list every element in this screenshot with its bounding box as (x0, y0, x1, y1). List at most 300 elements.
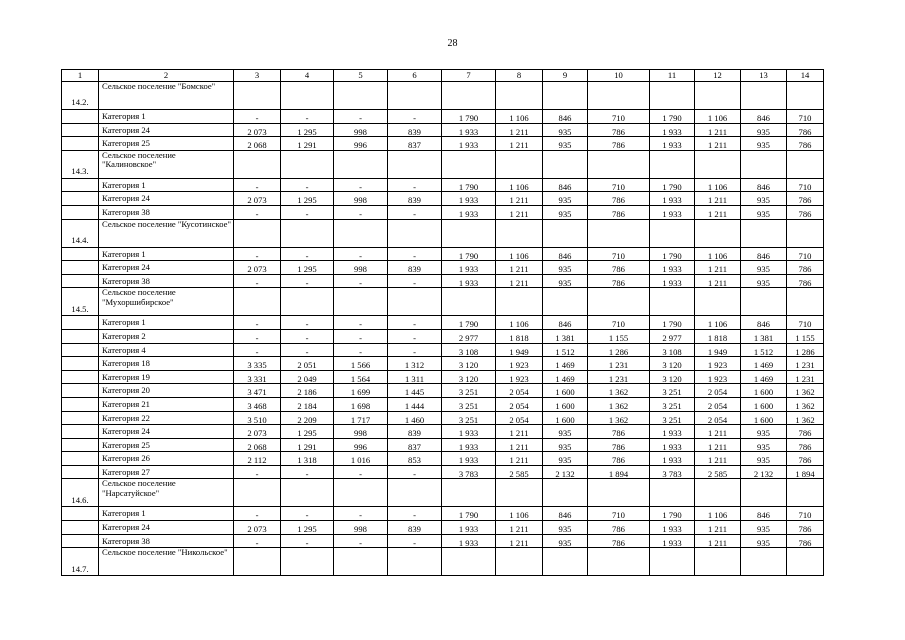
empty-cell (741, 219, 787, 247)
value-cell: 1 933 (442, 521, 496, 535)
category-label: Категория 24 (99, 123, 234, 137)
table-row (62, 465, 824, 479)
value-cell: 3 120 (442, 357, 496, 371)
value-cell: 3 108 (442, 343, 496, 357)
value-cell: 1 295 (281, 123, 334, 137)
value-cell: - (334, 247, 388, 261)
value-cell: 935 (543, 205, 588, 219)
value-cell: 1 211 (695, 274, 741, 288)
value-cell: 786 (588, 137, 650, 151)
value-cell: 1 933 (442, 123, 496, 137)
category-label: Категория 26 (99, 452, 234, 466)
value-cell: 1 790 (442, 110, 496, 124)
value-cell: 839 (388, 425, 442, 439)
value-cell: 1 106 (496, 316, 543, 330)
empty-cell (695, 479, 741, 507)
section-row (62, 82, 824, 110)
value-cell: 935 (543, 261, 588, 275)
value-cell: 1 211 (496, 274, 543, 288)
value-cell: 846 (741, 316, 787, 330)
value-cell: 786 (787, 425, 824, 439)
value-cell: 1 211 (496, 425, 543, 439)
value-cell: - (234, 205, 281, 219)
category-label: Категория 18 (99, 357, 234, 371)
empty-cell (62, 110, 99, 124)
value-cell: 1 211 (695, 123, 741, 137)
empty-cell (543, 82, 588, 110)
empty-cell (388, 82, 442, 110)
value-cell: 786 (787, 534, 824, 548)
category-label: Категория 25 (99, 438, 234, 452)
value-cell: 846 (543, 507, 588, 521)
value-cell: 846 (741, 507, 787, 521)
value-cell: 935 (543, 137, 588, 151)
value-cell: - (281, 110, 334, 124)
empty-cell (496, 82, 543, 110)
empty-cell (334, 548, 388, 576)
value-cell: 2 977 (442, 329, 496, 343)
value-cell: 786 (787, 438, 824, 452)
value-cell: 1 469 (741, 370, 787, 384)
value-cell: 1 211 (496, 137, 543, 151)
category-label: Категория 21 (99, 397, 234, 411)
value-cell: 1 949 (496, 343, 543, 357)
value-cell: 1 933 (650, 438, 695, 452)
column-number-cell: 7 (442, 70, 496, 82)
value-cell: - (281, 343, 334, 357)
column-number-cell: 4 (281, 70, 334, 82)
empty-cell (588, 219, 650, 247)
section-title: Сельское поселение "Нарсатуйское" (99, 479, 234, 507)
value-cell: 1 933 (442, 534, 496, 548)
empty-cell (281, 219, 334, 247)
empty-cell (741, 548, 787, 576)
section-title: Сельское поселение "Калиновское" (99, 150, 234, 178)
column-number-cell: 9 (543, 70, 588, 82)
value-cell: 935 (543, 521, 588, 535)
column-number-cell: 3 (234, 70, 281, 82)
value-cell: 1 445 (388, 384, 442, 398)
section-title: Сельское поселение "Никольское" (99, 548, 234, 576)
empty-cell (62, 534, 99, 548)
value-cell: 935 (543, 274, 588, 288)
value-cell: - (234, 507, 281, 521)
empty-cell (281, 150, 334, 178)
column-number-cell: 8 (496, 70, 543, 82)
value-cell: 1 155 (787, 329, 824, 343)
value-cell: 1 699 (334, 384, 388, 398)
value-cell: 1 106 (496, 178, 543, 192)
value-cell: - (234, 534, 281, 548)
category-label: Категория 25 (99, 137, 234, 151)
table-row (62, 261, 824, 275)
category-label: Категория 24 (99, 425, 234, 439)
empty-cell (543, 548, 588, 576)
empty-cell (588, 479, 650, 507)
value-cell: 1 923 (695, 370, 741, 384)
value-cell: 1 211 (496, 205, 543, 219)
empty-cell (741, 288, 787, 316)
category-label: Категория 1 (99, 507, 234, 521)
value-cell: 1 362 (787, 411, 824, 425)
value-cell: 1 362 (588, 411, 650, 425)
value-cell: 1 717 (334, 411, 388, 425)
value-cell: 786 (588, 274, 650, 288)
value-cell: 998 (334, 192, 388, 206)
value-cell: 1 211 (695, 192, 741, 206)
empty-cell (543, 219, 588, 247)
value-cell: 1 790 (442, 178, 496, 192)
value-cell: 1 790 (650, 247, 695, 261)
table-row (62, 178, 824, 192)
empty-cell (62, 521, 99, 535)
empty-cell (62, 274, 99, 288)
value-cell: - (388, 110, 442, 124)
value-cell: 1 933 (442, 137, 496, 151)
empty-cell (695, 548, 741, 576)
value-cell: 786 (787, 123, 824, 137)
value-cell: 935 (543, 438, 588, 452)
value-cell: - (234, 465, 281, 479)
value-cell: 710 (588, 507, 650, 521)
column-number-row (62, 70, 824, 82)
category-label: Категория 1 (99, 316, 234, 330)
empty-cell (787, 479, 824, 507)
value-cell: 1 381 (543, 329, 588, 343)
value-cell: 1 923 (496, 357, 543, 371)
value-cell: 1 933 (442, 438, 496, 452)
table-row (62, 452, 824, 466)
value-cell: - (281, 507, 334, 521)
value-cell: 1 295 (281, 261, 334, 275)
value-cell: 1 600 (543, 397, 588, 411)
table-row (62, 110, 824, 124)
value-cell: - (388, 343, 442, 357)
empty-cell (442, 82, 496, 110)
category-label: Категория 27 (99, 465, 234, 479)
value-cell: 1 460 (388, 411, 442, 425)
value-cell: 998 (334, 123, 388, 137)
value-cell: 710 (588, 316, 650, 330)
section-row (62, 548, 824, 576)
value-cell: - (281, 465, 334, 479)
value-cell: - (234, 343, 281, 357)
value-cell: 935 (741, 123, 787, 137)
table-row (62, 438, 824, 452)
value-cell: 3 783 (650, 465, 695, 479)
value-cell: 837 (388, 438, 442, 452)
table-row (62, 343, 824, 357)
value-cell: 1 311 (388, 370, 442, 384)
value-cell: 710 (588, 110, 650, 124)
value-cell: 998 (334, 261, 388, 275)
empty-cell (62, 137, 99, 151)
value-cell: 3 471 (234, 384, 281, 398)
table-row (62, 397, 824, 411)
value-cell: 2 054 (496, 397, 543, 411)
empty-cell (695, 219, 741, 247)
empty-cell (787, 150, 824, 178)
empty-cell (334, 150, 388, 178)
value-cell: 786 (588, 438, 650, 452)
value-cell: 1 818 (695, 329, 741, 343)
value-cell: - (388, 507, 442, 521)
value-cell: 710 (787, 178, 824, 192)
value-cell: 1 933 (650, 534, 695, 548)
empty-cell (334, 219, 388, 247)
value-cell: 1 469 (543, 370, 588, 384)
value-cell: 1 381 (741, 329, 787, 343)
empty-cell (334, 288, 388, 316)
category-label: Категория 38 (99, 534, 234, 548)
table-row (62, 329, 824, 343)
value-cell: 1 894 (588, 465, 650, 479)
value-cell: - (388, 178, 442, 192)
value-cell: - (334, 110, 388, 124)
table-row (62, 316, 824, 330)
empty-cell (388, 479, 442, 507)
value-cell: - (388, 534, 442, 548)
value-cell: - (388, 465, 442, 479)
value-cell: 1 211 (496, 452, 543, 466)
value-cell: 1 286 (787, 343, 824, 357)
value-cell: 2 049 (281, 370, 334, 384)
empty-cell (543, 479, 588, 507)
value-cell: - (281, 316, 334, 330)
value-cell: 2 186 (281, 384, 334, 398)
empty-cell (543, 288, 588, 316)
value-cell: 1 106 (496, 507, 543, 521)
value-cell: 1 211 (695, 137, 741, 151)
value-cell: - (334, 507, 388, 521)
value-cell: 998 (334, 425, 388, 439)
table-row (62, 507, 824, 521)
value-cell: 786 (787, 137, 824, 151)
section-title: Сельское поселение "Кусотинское" (99, 219, 234, 247)
empty-cell (62, 384, 99, 398)
value-cell: 710 (588, 247, 650, 261)
value-cell: 710 (787, 507, 824, 521)
table-row (62, 123, 824, 137)
value-cell: 1 933 (442, 274, 496, 288)
empty-cell (62, 261, 99, 275)
value-cell: 1 600 (741, 411, 787, 425)
value-cell: 2 209 (281, 411, 334, 425)
value-cell: - (234, 316, 281, 330)
section-number: 14.6. (62, 479, 99, 507)
value-cell: 1 211 (695, 534, 741, 548)
value-cell: 998 (334, 521, 388, 535)
value-cell: 786 (588, 534, 650, 548)
value-cell: 1 894 (787, 465, 824, 479)
empty-cell (62, 343, 99, 357)
empty-cell (695, 150, 741, 178)
empty-cell (234, 82, 281, 110)
empty-cell (62, 357, 99, 371)
empty-cell (281, 288, 334, 316)
empty-cell (496, 288, 543, 316)
value-cell: 935 (741, 261, 787, 275)
value-cell: 786 (588, 192, 650, 206)
value-cell: 786 (787, 521, 824, 535)
value-cell: 1 211 (695, 261, 741, 275)
empty-cell (62, 329, 99, 343)
value-cell: 1 933 (442, 452, 496, 466)
value-cell: 1 790 (650, 316, 695, 330)
value-cell: 839 (388, 521, 442, 535)
value-cell: 1 106 (496, 110, 543, 124)
value-cell: 1 512 (741, 343, 787, 357)
empty-cell (281, 479, 334, 507)
empty-cell (388, 288, 442, 316)
value-cell: 3 331 (234, 370, 281, 384)
value-cell: 1 211 (695, 521, 741, 535)
empty-cell (741, 82, 787, 110)
value-cell: 1 933 (650, 205, 695, 219)
table-body (62, 70, 824, 576)
value-cell: 1 933 (650, 137, 695, 151)
value-cell: 1 295 (281, 521, 334, 535)
value-cell: 1 362 (787, 384, 824, 398)
value-cell: 1 211 (496, 261, 543, 275)
value-cell: 786 (787, 205, 824, 219)
value-cell: 2 184 (281, 397, 334, 411)
empty-cell (442, 150, 496, 178)
section-row (62, 479, 824, 507)
section-row (62, 150, 824, 178)
value-cell: 846 (543, 178, 588, 192)
empty-cell (62, 465, 99, 479)
empty-cell (388, 150, 442, 178)
value-cell: 786 (588, 261, 650, 275)
value-cell: 1 211 (695, 452, 741, 466)
value-cell: - (334, 534, 388, 548)
value-cell: 846 (741, 247, 787, 261)
empty-cell (62, 178, 99, 192)
value-cell: 935 (741, 521, 787, 535)
value-cell: 1 211 (496, 521, 543, 535)
value-cell: 2 073 (234, 261, 281, 275)
empty-cell (234, 219, 281, 247)
value-cell: 2 132 (543, 465, 588, 479)
value-cell: - (388, 205, 442, 219)
value-cell: - (234, 247, 281, 261)
value-cell: 786 (787, 261, 824, 275)
value-cell: - (388, 329, 442, 343)
empty-cell (442, 479, 496, 507)
column-number-cell: 12 (695, 70, 741, 82)
value-cell: - (234, 274, 281, 288)
value-cell: 1 512 (543, 343, 588, 357)
column-number-cell: 10 (588, 70, 650, 82)
empty-cell (741, 479, 787, 507)
value-cell: 839 (388, 123, 442, 137)
empty-cell (62, 397, 99, 411)
value-cell: 3 120 (650, 357, 695, 371)
value-cell: 935 (741, 438, 787, 452)
value-cell: 1 564 (334, 370, 388, 384)
column-number-cell: 2 (99, 70, 234, 82)
value-cell: - (334, 316, 388, 330)
value-cell: 1 600 (741, 384, 787, 398)
value-cell: 1 933 (650, 123, 695, 137)
value-cell: 846 (543, 247, 588, 261)
value-cell: 3 251 (650, 411, 695, 425)
category-label: Категория 1 (99, 110, 234, 124)
value-cell: 935 (741, 425, 787, 439)
empty-cell (650, 219, 695, 247)
value-cell: - (334, 329, 388, 343)
value-cell: 1 790 (442, 507, 496, 521)
value-cell: 1 933 (442, 425, 496, 439)
column-number-cell: 6 (388, 70, 442, 82)
value-cell: - (234, 110, 281, 124)
value-cell: 710 (787, 110, 824, 124)
value-cell: 2 054 (695, 397, 741, 411)
value-cell: 1 286 (588, 343, 650, 357)
section-number: 14.4. (62, 219, 99, 247)
value-cell: 1 949 (695, 343, 741, 357)
value-cell: 1 231 (787, 357, 824, 371)
empty-cell (62, 411, 99, 425)
value-cell: 1 790 (650, 110, 695, 124)
value-cell: 1 211 (496, 192, 543, 206)
value-cell: 2 112 (234, 452, 281, 466)
section-number: 14.3. (62, 150, 99, 178)
value-cell: - (388, 274, 442, 288)
value-cell: 2 977 (650, 329, 695, 343)
value-cell: - (281, 247, 334, 261)
value-cell: 935 (543, 425, 588, 439)
value-cell: 2 068 (234, 137, 281, 151)
section-row (62, 288, 824, 316)
value-cell: 1 790 (442, 247, 496, 261)
value-cell: 3 251 (442, 397, 496, 411)
empty-cell (695, 288, 741, 316)
empty-cell (334, 479, 388, 507)
value-cell: 3 120 (650, 370, 695, 384)
value-cell: 2 585 (496, 465, 543, 479)
value-cell: 1 933 (442, 261, 496, 275)
tariff-table (61, 69, 824, 576)
value-cell: 2 054 (496, 384, 543, 398)
empty-cell (650, 150, 695, 178)
empty-cell (496, 479, 543, 507)
column-number-cell: 14 (787, 70, 824, 82)
table-row (62, 192, 824, 206)
value-cell: 1 106 (695, 110, 741, 124)
value-cell: 2 051 (281, 357, 334, 371)
table-row (62, 274, 824, 288)
empty-cell (588, 548, 650, 576)
value-cell: 1 318 (281, 452, 334, 466)
value-cell: 710 (787, 316, 824, 330)
empty-cell (388, 548, 442, 576)
value-cell: 1 211 (496, 438, 543, 452)
value-cell: 1 790 (442, 316, 496, 330)
value-cell: 1 933 (650, 261, 695, 275)
value-cell: 786 (588, 521, 650, 535)
empty-cell (442, 219, 496, 247)
value-cell: 2 073 (234, 123, 281, 137)
empty-cell (62, 316, 99, 330)
value-cell: 710 (787, 247, 824, 261)
page-number: 28 (447, 38, 458, 49)
value-cell: - (281, 534, 334, 548)
value-cell: 1 211 (695, 205, 741, 219)
value-cell: 1 106 (695, 316, 741, 330)
table-row (62, 205, 824, 219)
